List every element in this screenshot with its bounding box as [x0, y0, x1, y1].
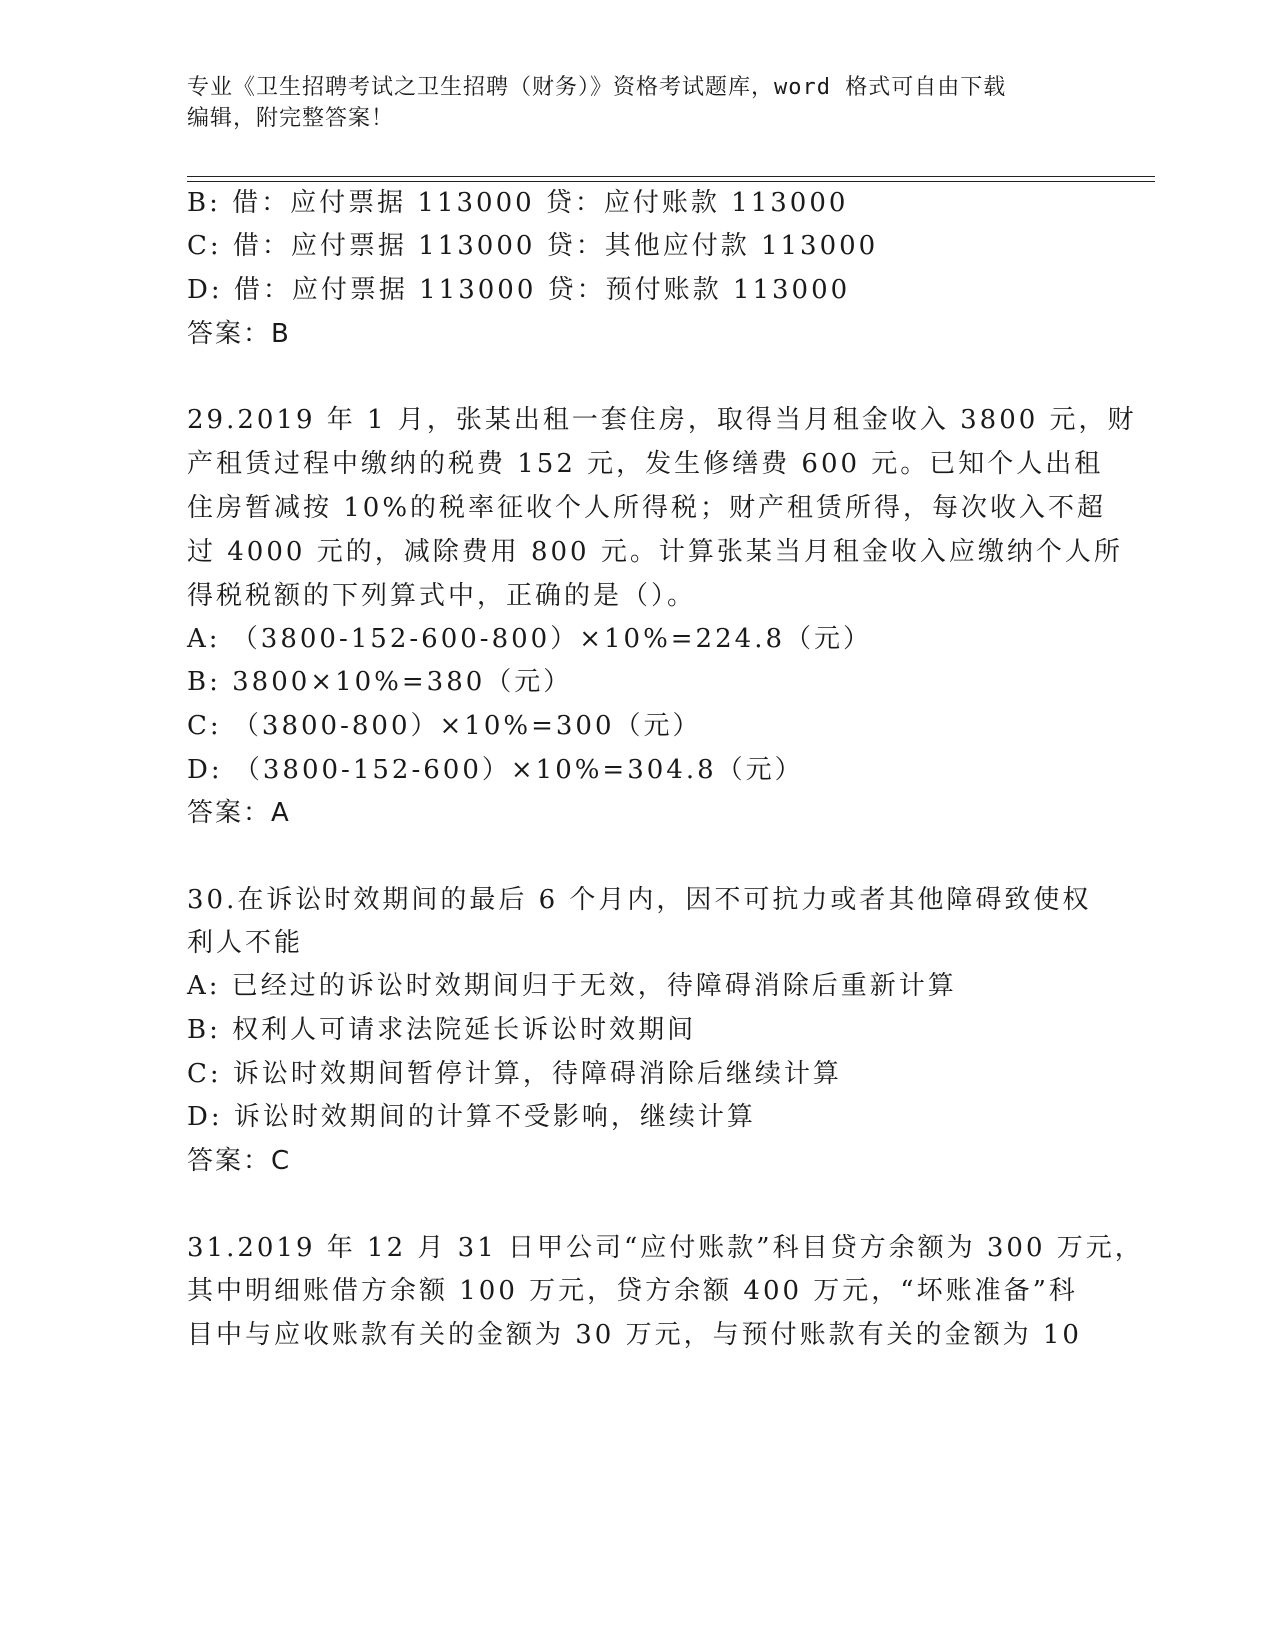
header-line-1: 专业《卫生招聘考试之卫生招聘（财务）》资格考试题库，word 格式可自由下载 — [187, 75, 1007, 100]
q28-answer: 答案：B — [187, 319, 291, 349]
q30-option-d: D: 诉讼时效期间的计算不受影响，继续计算 — [187, 1102, 756, 1132]
q31-stem-line: 31.2019 年 12 月 31 日甲公司“应付账款”科目贷方余额为 300 万元， — [187, 1233, 1144, 1263]
q30-option-a: A: 已经过的诉讼时效期间归于无效，待障碍消除后重新计算 — [187, 971, 957, 1001]
q30-stem-line: 30.在诉讼时效期间的最后 6 个月内，因不可抗力或者其他障碍致使权 — [187, 885, 1092, 915]
q28-option-d: D: 借：应付票据 113000 贷：预付账款 113000 — [187, 275, 851, 305]
q28-option-c: C: 借：应付票据 113000 贷：其他应付款 113000 — [187, 231, 879, 261]
q29-option-d: D: （3800-152-600）×10%=304.8（元） — [187, 755, 804, 785]
q30-answer: 答案：C — [187, 1146, 292, 1176]
q29-stem-line: 29.2019 年 1 月，张某出租一套住房，取得当月租金收入 3800 元，财 — [187, 405, 1137, 435]
q29-stem-line: 产租赁过程中缴纳的税费 152 元，发生修缮费 600 元。已知个人出租 — [187, 449, 1104, 479]
q31-stem-line: 目中与应收账款有关的金额为 30 万元，与预付账款有关的金额为 10 — [187, 1320, 1082, 1350]
q30-option-c: C: 诉讼时效期间暂停计算，待障碍消除后继续计算 — [187, 1059, 842, 1089]
q31-stem-line: 其中明细账借方余额 100 万元，贷方余额 400 万元，“坏账准备”科 — [187, 1276, 1078, 1306]
q30-option-b: B: 权利人可请求法院延长诉讼时效期间 — [187, 1015, 697, 1045]
q29-answer: 答案：A — [187, 798, 291, 828]
q30-stem-line: 利人不能 — [187, 928, 304, 958]
q29-option-a: A: （3800-152-600-800）×10%=224.8（元） — [187, 624, 872, 654]
q29-option-c: C: （3800-800）×10%=300（元） — [187, 711, 702, 741]
header-divider-top — [187, 176, 1155, 177]
q29-stem-line: 过 4000 元的，减除费用 800 元。计算张某当月租金收入应缴纳个人所 — [187, 537, 1123, 567]
header-line-2: 编辑，附完整答案！ — [187, 106, 395, 131]
q29-stem-line: 住房暂减按 10%的税率征收个人所得税；财产租赁所得，每次收入不超 — [187, 493, 1107, 523]
document-header — [187, 72, 1087, 134]
q29-stem-line: 得税税额的下列算式中，正确的是（）。 — [187, 581, 697, 611]
q29-option-b: B: 3800×10%=380（元） — [187, 667, 573, 697]
q28-option-b: B: 借：应付票据 113000 贷：应付账款 113000 — [187, 188, 849, 218]
